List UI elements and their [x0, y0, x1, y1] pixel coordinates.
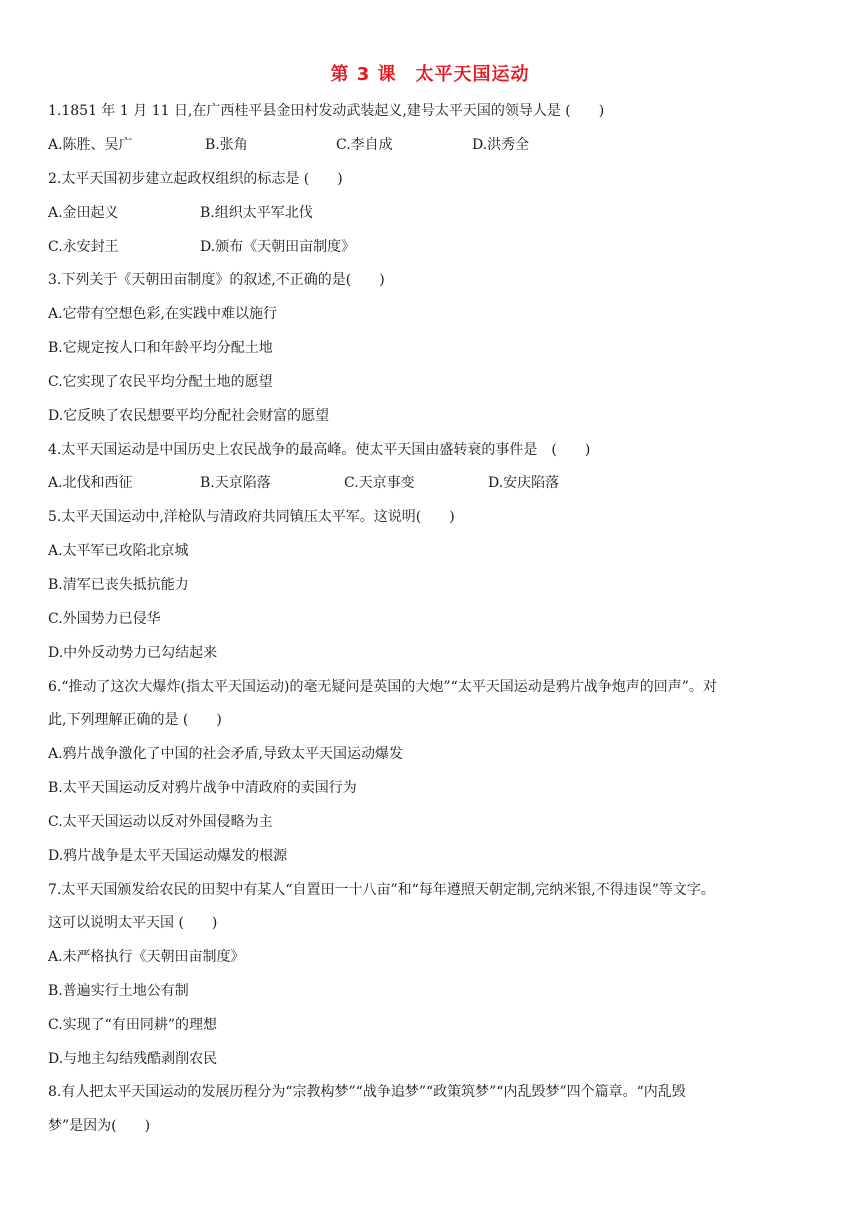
question-2-option-a: A.金田起义 [48, 205, 119, 221]
question-2-option-b: B.组织太平军北伐 [200, 205, 313, 221]
question-6-option-d: D.鸦片战争是太平天国运动爆发的根源 [48, 848, 288, 864]
question-5-option-b: B.清军已丧失抵抗能力 [48, 577, 189, 593]
question-7-option-d: D.与地主勾结残酷剥削农民 [48, 1051, 218, 1067]
question-3-option-c: C.它实现了农民平均分配土地的愿望 [48, 374, 273, 390]
question-4-stem: 4.太平天国运动是中国历史上农民战争的最高峰。使太平天国由盛转衰的事件是 ( ) [48, 442, 591, 458]
question-6-stem-line-1: 6.“推动了这次大爆炸(指太平天国运动)的毫无疑问是英国的大炮”“太平天国运动是鸦片战争炮声的回声”。对 [48, 679, 717, 695]
question-5-option-d: D.中外反动势力已勾结起来 [48, 645, 218, 661]
question-3-option-b: B.它规定按人口和年龄平均分配土地 [48, 340, 273, 356]
question-4-option-b: B.天京陷落 [200, 475, 271, 491]
question-1-option-c: C.李自成 [336, 137, 393, 153]
question-2-options-row-1 [48, 203, 828, 223]
question-6-option-a: A.鸦片战争激化了中国的社会矛盾,导致太平天国运动爆发 [48, 746, 404, 762]
question-1-option-a: A.陈胜、吴广 [48, 137, 133, 153]
question-6-option-b: B.太平天国运动反对鸦片战争中清政府的卖国行为 [48, 780, 357, 796]
page-title: 第 3 课 太平天国运动 [330, 64, 530, 85]
question-8-stem-line-2: 梦”是因为( ) [48, 1118, 151, 1134]
question-1-option-d: D.洪秀全 [472, 137, 530, 153]
question-1-option-b: B.张角 [205, 137, 248, 153]
question-3-stem: 3.下列关于《天朝田亩制度》的叙述,不正确的是( ) [48, 272, 385, 288]
question-6-option-c: C.太平天国运动以反对外国侵略为主 [48, 814, 273, 830]
question-2-options-row-2 [48, 237, 828, 257]
question-7-option-b: B.普遍实行土地公有制 [48, 983, 189, 999]
question-2-stem: 2.太平天国初步建立起政权组织的标志是 ( ) [48, 171, 343, 187]
question-4-option-d: D.安庆陷落 [488, 475, 560, 491]
question-8-stem-line-1: 8.有人把太平天国运动的发展历程分为“宗教构梦”“战争追梦”“政策筑梦”“内乱毁梦”四个篇章。“内乱毁 [48, 1084, 686, 1100]
question-7-stem-line-2: 这可以说明太平天国 ( ) [48, 915, 218, 931]
question-5-option-a: A.太平军已攻陷北京城 [48, 543, 189, 559]
question-6-stem-line-2: 此,下列理解正确的是 ( ) [48, 712, 222, 728]
question-7-option-a: A.未严格执行《天朝田亩制度》 [48, 949, 245, 965]
question-7-stem-line-1: 7.太平天国颁发给农民的田契中有某人“自置田一十八亩”和“每年遵照天朝定制,完纳米银,不得违误”等文字。 [48, 882, 715, 898]
question-7-option-c: C.实现了“有田同耕”的理想 [48, 1017, 217, 1033]
question-2-option-c: C.永安封王 [48, 239, 119, 255]
question-4-option-a: A.北伐和西征 [48, 475, 133, 491]
question-4-option-c: C.天京事变 [344, 475, 415, 491]
question-5-option-c: C.外国势力已侵华 [48, 611, 161, 627]
question-3-option-d: D.它反映了农民想要平均分配社会财富的愿望 [48, 408, 330, 424]
question-2-option-d: D.颁布《天朝田亩制度》 [200, 239, 356, 255]
question-3-option-a: A.它带有空想色彩,在实践中难以施行 [48, 306, 278, 322]
question-1-stem: 1.1851 年 1 月 11 日,在广西桂平县金田村发动武装起义,建号太平天国的领导人是 ( ) [48, 103, 605, 119]
question-1-options [48, 135, 828, 155]
question-5-stem: 5.太平天国运动中,洋枪队与清政府共同镇压太平军。这说明( ) [48, 509, 455, 525]
question-4-options [48, 473, 828, 493]
